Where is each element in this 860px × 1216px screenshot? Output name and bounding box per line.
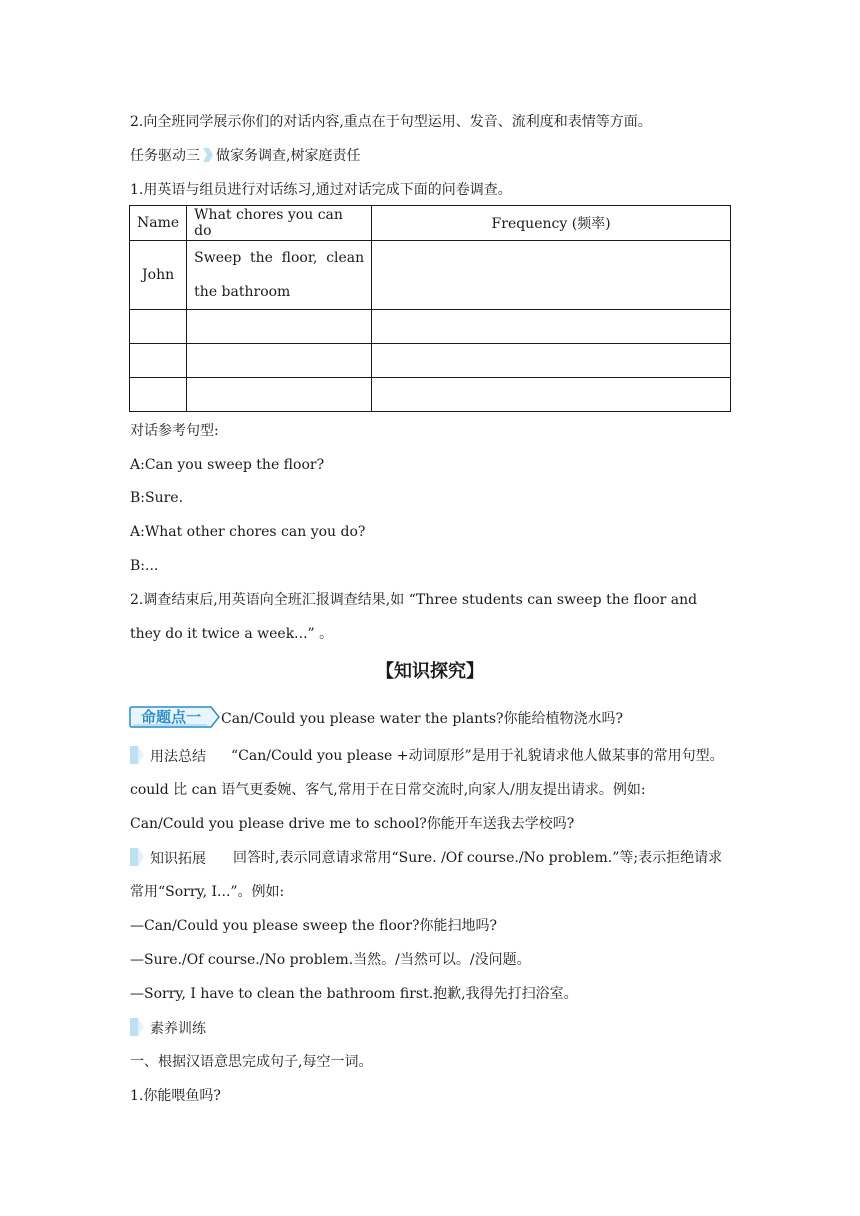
extension-example: —Sorry, I have to clean the bathroom first.抱歉,我得先打扫浴室。 [130,986,578,1002]
dialogue-line: B:... [130,558,159,574]
table-cell-chores [187,378,372,412]
table-row [130,344,731,378]
practice-question: 1.你能喂鱼吗? [130,1088,221,1104]
table-row [130,378,731,412]
point1-text: Can/Could you please water the plants?你能给植物浇水吗? [221,711,624,727]
table-cell-frequency [372,378,731,412]
table-cell-chores [187,310,372,344]
task3-item1: 1.用英语与组员进行对话练习,通过对话完成下面的问卷调查。 [130,182,512,198]
table-row [130,241,731,310]
dialogue-line: A:Can you sweep the floor? [130,457,325,473]
survey-table [129,205,731,412]
table-header-cell: What chores you can do [187,206,372,241]
table-cell-name [130,310,187,344]
badge-label: 命题点一 [140,708,201,726]
usage-example: Can/Could you please drive me to school?你能开车送我去学校吗? [130,816,575,832]
dialogue-line: A:What other chores can you do? [130,524,366,540]
table-header-cell: Name [130,206,187,241]
usage-label: 用法总结 [150,749,206,765]
dialogue-title: 对话参考句型: [130,423,219,439]
table-cell-frequency [372,310,731,344]
practice-heading [130,1018,206,1039]
section-title: 【知识探究】 [376,661,484,682]
dialogue-line: B:Sure. [130,490,184,506]
practice-instruction: 一、根据汉语意思完成句子,每空一词。 [130,1054,373,1070]
practice-label: 素养训练 [150,1021,206,1037]
table-cell-frequency [372,241,731,310]
task3-heading [130,146,360,166]
point-badge [129,705,221,729]
table-cell-name: John [130,241,187,310]
task3-heading-label: 任务驱动三 [130,148,200,164]
chevron-right-icon [202,147,214,163]
table-cell-chores [187,241,372,310]
extension-example: —Can/Could you please sweep the floor?你能扫地吗? [130,918,498,934]
task2-instruction: 2.向全班同学展示你们的对话内容,重点在于句型运用、发音、流利度和表情等方面。 [130,114,652,130]
bookmark-tag-icon [130,1018,144,1036]
chores-text: Sweep the floor, clean the bathroom [194,250,365,300]
table-header-row [130,206,731,241]
table-cell-frequency [372,344,731,378]
table-cell-chores [187,344,372,378]
table-cell-name [130,378,187,412]
table-row [130,310,731,344]
extension-example: —Sure./Of course./No problem.当然。/当然可以。/没问题。 [130,952,531,968]
task3-item2: 2.调查结束后,用英语向全班汇报调查结果,如 “Three students can sweep the floor and they do it twice a week...” 。 [130,592,698,642]
extension-label: 知识拓展 [150,851,206,867]
task3-heading-title: 做家务调查,树家庭责任 [216,148,361,164]
extension-text: 回答时,表示同意请求常用“Sure. /Of course./No problem.”等;表示拒绝请求常用“Sorry, I...”。例如: [130,850,723,900]
table-cell-name [130,344,187,378]
table-header-cell: Frequency (频率) [372,206,731,241]
usage-text: “Can/Could you please +动词原形”是用于礼貌请求他人做某事的常用句型。could 比 can 语气更委婉、客气,常用于在日常交流时,向家人/朋友提出请求。例如: [130,748,724,798]
